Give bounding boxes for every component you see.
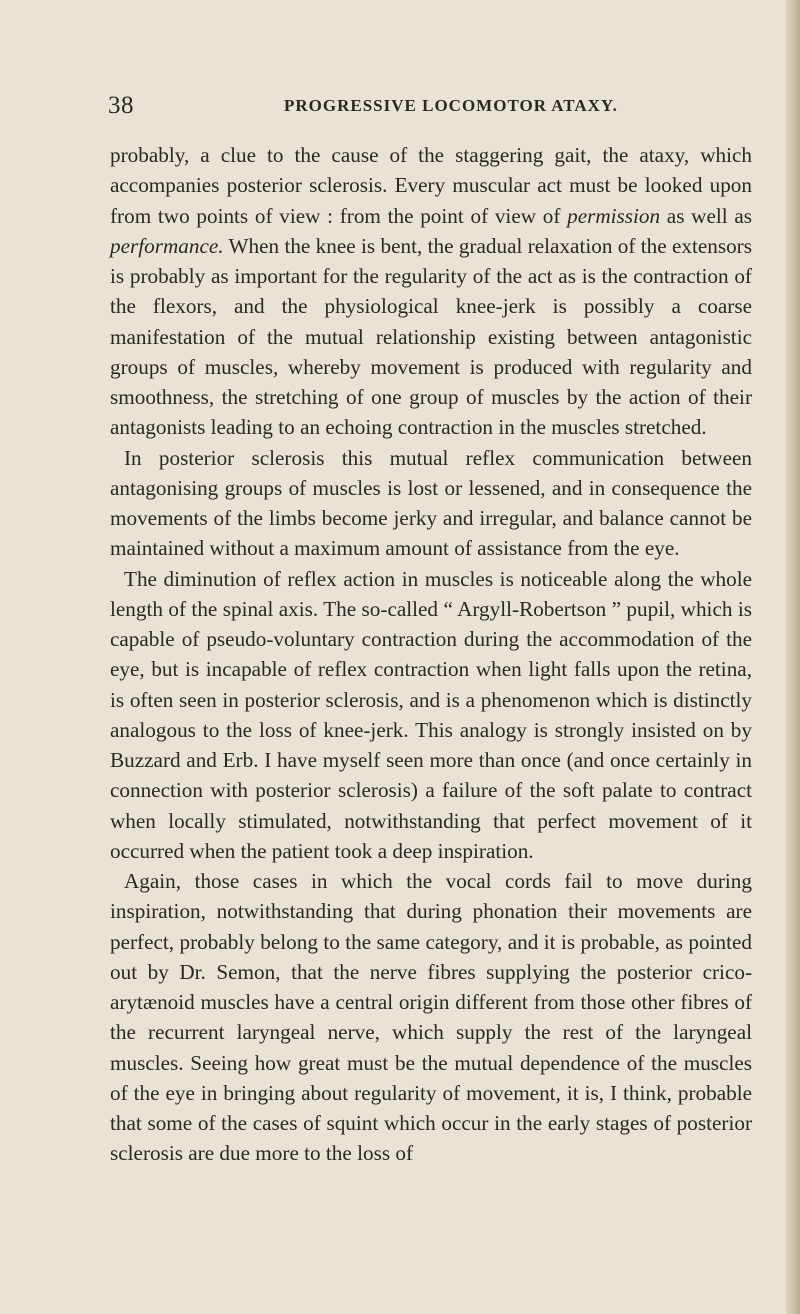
paragraph-1-text-b: as well as (660, 203, 752, 228)
paragraph-2: In posterior sclerosis this mutual reflex communication between antagonising groups of muscles is lost or lessened, and in consequence the movements of the limbs become jerky and irregular, and balance cannot be maintained without a maximum amount of assistance from the eye. (110, 445, 752, 561)
emphasis-permission: permission (567, 203, 661, 228)
paragraph-3: The diminution of reflex action in muscles is noticeable along the whole length of the spinal axis. The so-called “ Argyll-Robertson ” pupil, which is capable of pseudo-voluntary contraction during the accommodation of the eye, but is incapable of reflex contraction when light falls upon the retina, is often seen in posterior sclerosis, and is a phenomenon which is distinctly analogous to the loss of knee-jerk. This analogy is strongly insisted on by Buzzard and Erb. I have myself seen more than once (and once certainly in connection with posterior sclerosis) a failure of the soft palate to contract when locally stimulated, notwithstanding that perfect movement of it occurred when the patient took a deep inspiration. (110, 566, 752, 863)
paragraph-1-text-a: probably, a clue to the cause of the staggering gait, the ataxy, which accompanies posterior sclerosis. Every muscular act must be looked upon from two points of view : from the point of view of (110, 143, 752, 228)
body-text (110, 140, 752, 1169)
page-header (108, 92, 752, 122)
running-title: PROGRESSIVE LOCOMOTOR ATAXY. (284, 96, 618, 115)
paragraph-1 (110, 140, 752, 443)
page-edge-shadow (786, 0, 800, 1314)
emphasis-performance: performance. (110, 233, 224, 258)
page-number: 38 (108, 92, 134, 119)
paragraph-1-text-c: When the knee is bent, the gradual relaxation of the extensors is probably as important for the regularity of the act as is the contraction of the flexors, and the physiological knee-jerk is possibly a coarse manifestation of the mutual relationship existing between antagonistic groups of muscles, whereby movement is produced with regularity and smoothness, the stretching of one group of muscles by the action of their antagonists leading to an echoing contraction in the muscles stretched. (110, 233, 752, 440)
paragraph-4: Again, those cases in which the vocal cords fail to move during inspiration, notwithstanding that during phonation their movements are perfect, probably belong to the same category, and it is probable, as pointed out by Dr. Semon, that the nerve fibres supplying the posterior crico-arytænoid muscles have a central origin different from those other fibres of the recurrent laryngeal nerve, which supply the rest of the laryngeal muscles. Seeing how great must be the mutual dependence of the muscles of the eye in bringing about regularity of movement, it is, I think, probable that some of the cases of squint which occur in the early stages of posterior sclerosis are due more to the loss of (110, 869, 752, 1166)
